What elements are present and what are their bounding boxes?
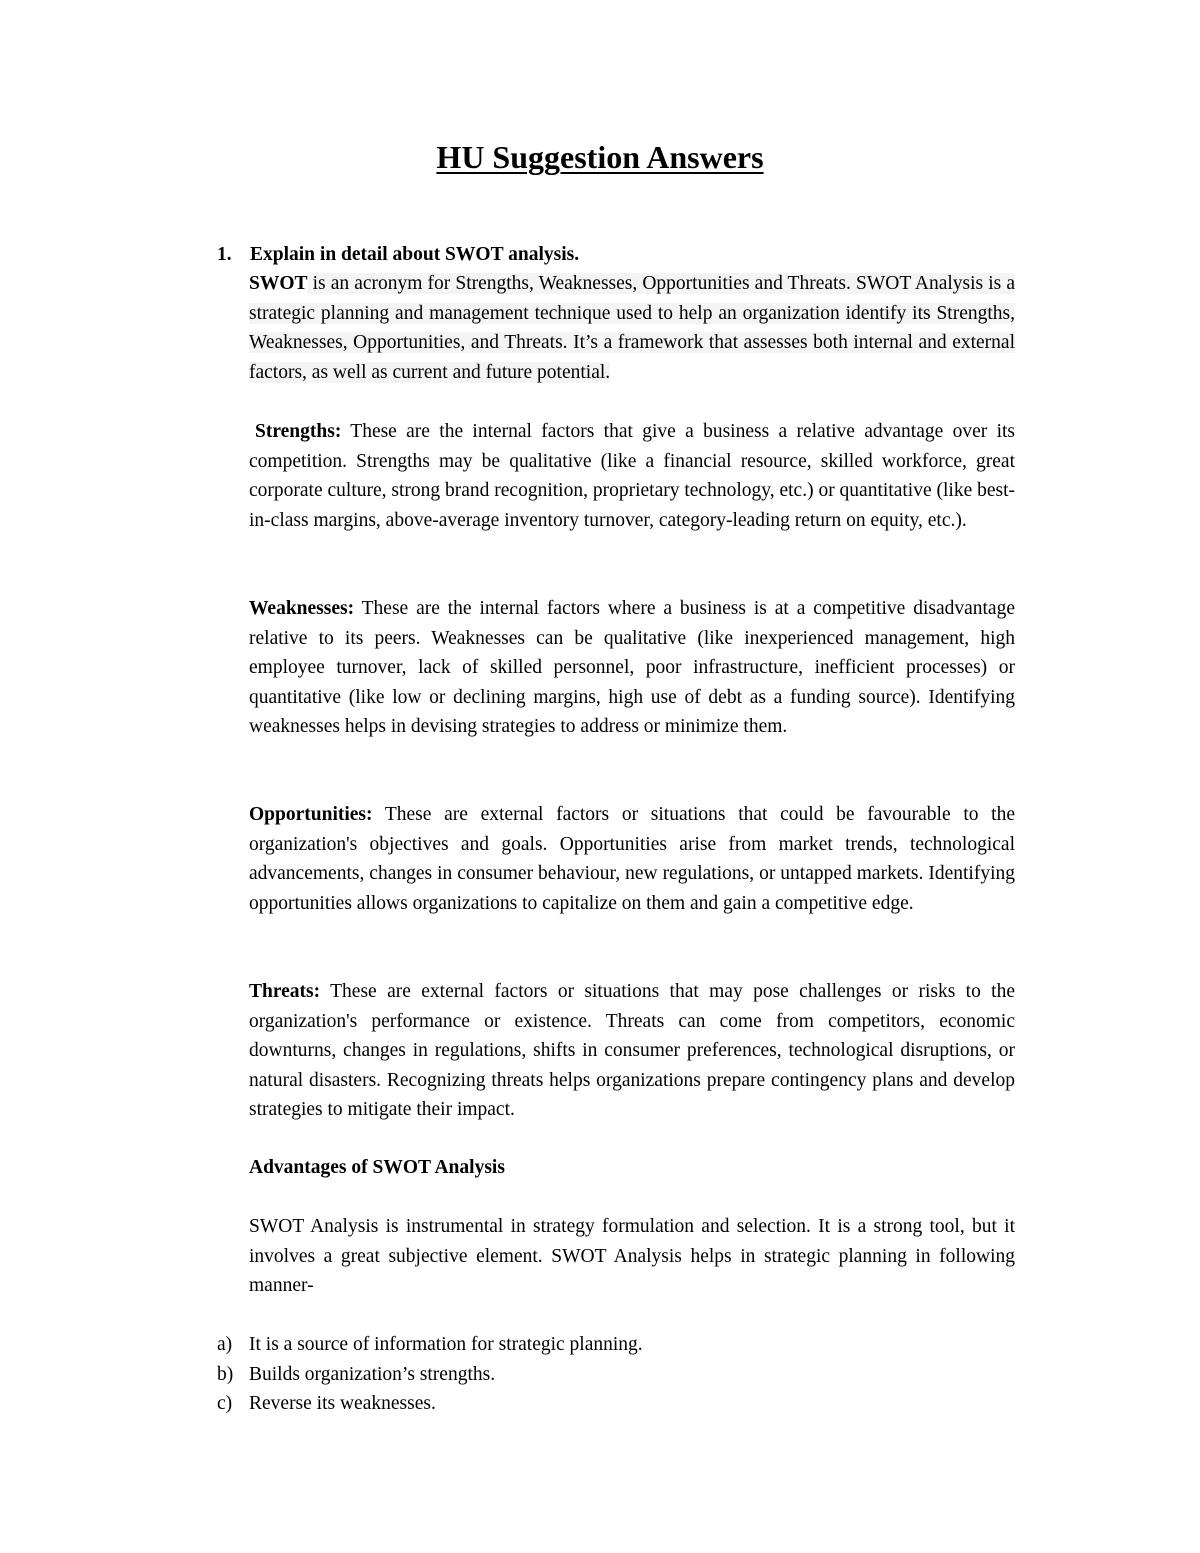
- strengths-label: Strengths:: [255, 421, 342, 442]
- advantages-list: [217, 1330, 643, 1419]
- threats-label: Threats:: [249, 981, 321, 1002]
- advantages-heading: Advantages of SWOT Analysis: [249, 1157, 505, 1178]
- weaknesses-paragraph: [249, 594, 1015, 742]
- list-marker: a): [217, 1334, 233, 1355]
- weaknesses-text: These are the internal factors where a business is at a competitive disadvantage relative to its peers. Weaknesses can be qualitative (like inexperienced management, high employee turnover, lack of skilled personnel, poor infrastructure, inefficient processes) or quantitative (like low or declining margins, high use of debt as a funding source). Identifying weaknesses helps in devising strategies to address or minimize them.: [249, 598, 1015, 738]
- list-item: [217, 1330, 643, 1360]
- list-marker: b): [217, 1363, 234, 1385]
- list-marker: c): [217, 1393, 233, 1415]
- strengths-paragraph: [249, 417, 1015, 535]
- intro-term: SWOT: [249, 273, 308, 294]
- list-item-text: Reverse its weaknesses.: [249, 1393, 436, 1415]
- list-item-text: Builds organization’s strengths.: [249, 1363, 496, 1385]
- intro-text: is an acronym for Strengths, Weaknesses, Opportunities and Threats. SWOT Analysis is a strategic planning and management technique used to help an organization identify its Strengths, Weaknesses, Opportunities, and Threats. It’s a framework that assesses both internal and external factors, as well as current and future potential.: [249, 273, 1015, 383]
- opportunities-text: These are external factors or situations that could be favourable to the organization's objectives and goals. Opportunities arise from market trends, technological advancements, changes in consumer behaviour, new regulations, or untapped markets. Identifying opportunities allows organizations to capitalize on them and gain a competitive edge.: [249, 804, 1015, 914]
- opportunities-paragraph: [249, 800, 1015, 918]
- advantages-text: SWOT Analysis is instrumental in strategy formulation and selection. It is a strong tool, but it involves a great subjective element. SWOT Analysis helps in strategic planning in following manner-: [249, 1216, 1015, 1297]
- question-text: Explain in detail about SWOT analysis.: [250, 244, 580, 265]
- page-title: HU Suggestion Answers: [436, 139, 764, 175]
- threats-paragraph: [249, 977, 1015, 1125]
- weaknesses-label: Weaknesses:: [249, 598, 355, 619]
- intro-paragraph: [249, 269, 1015, 387]
- list-item: [217, 1389, 643, 1419]
- list-item: [217, 1360, 643, 1390]
- advantages-paragraph: [249, 1212, 1015, 1301]
- strengths-text: These are the internal factors that give a business a relative advantage over its competition. Strengths may be qualitative (like a financial resource, skilled workforce, great corporate culture, strong brand recognition, proprietary technology, etc.) or quantitative (like best-in-class margins, above-average inventory turnover, category-leading return on equity, etc.).: [249, 421, 1016, 531]
- question-number: 1.: [217, 244, 232, 265]
- list-item-text: It is a source of information for strategic planning.: [249, 1334, 643, 1355]
- question-heading: [217, 240, 579, 270]
- threats-text: These are external factors or situations that may pose challenges or risks to the organization's performance or existence. Threats can come from competitors, economic downturns, changes in regulations, shifts in consumer preferences, technological disruptions, or natural disasters. Recognizing threats helps organizations prepare contingency plans and develop strategies to mitigate their impact.: [249, 981, 1015, 1121]
- opportunities-label: Opportunities:: [249, 804, 373, 825]
